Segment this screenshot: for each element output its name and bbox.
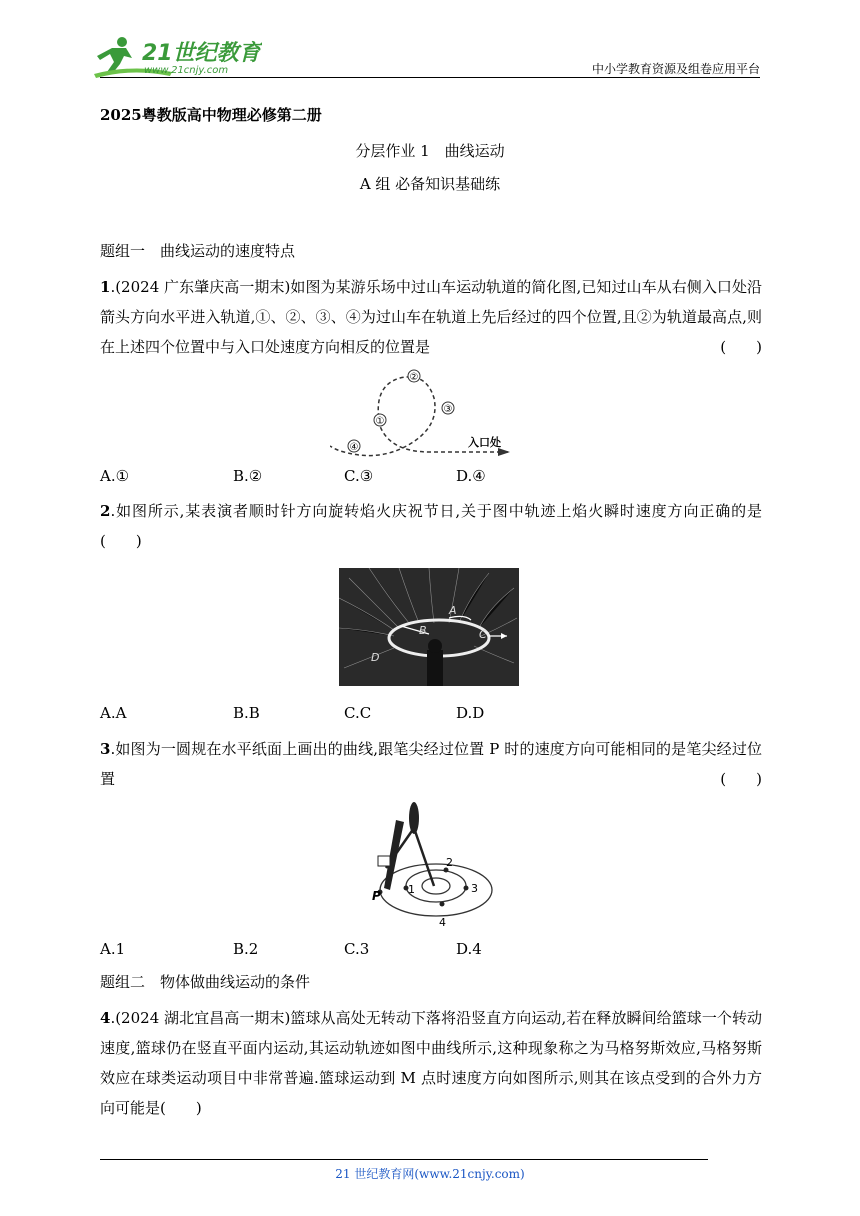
firework-photo xyxy=(339,568,519,686)
question-3 xyxy=(100,734,762,794)
section-title: 题组二 物体做曲线运动的条件 xyxy=(100,973,311,991)
option-c[interactable]: C.C xyxy=(344,704,372,722)
question-text: .(2024 广东肇庆高一期末)如图为某游乐场中过山车运动轨道的简化图,已知过山车从右侧入口处沿箭头方向水平进入轨道,①、②、③、④为过山车在轨道上先后经过的四个位置,且②为轨道最高点,则在上述四个位置中与入口处速度方向相反的位置是 xyxy=(100,278,762,356)
entrance-label: 入口处 xyxy=(468,436,501,449)
roller-coaster-figure xyxy=(330,366,520,462)
position-label: 1 xyxy=(408,883,415,896)
option-a[interactable]: A.① xyxy=(100,467,130,485)
option-d[interactable]: D.④ xyxy=(456,467,486,485)
site-logo xyxy=(92,34,262,82)
answer-paren: ( ) xyxy=(720,770,762,788)
position-label: P xyxy=(372,889,381,903)
question-4 xyxy=(100,1003,762,1123)
answer-paren: ( ) xyxy=(720,338,762,356)
option-b[interactable]: B.B xyxy=(233,704,260,722)
inner-curve xyxy=(422,878,450,894)
option-c[interactable]: C.③ xyxy=(344,467,374,485)
question-text: .如图为一圆规在水平纸面上画出的曲线,跟笔尖经过位置 P 时的速度方向可能相同的是笔尖经过位置 xyxy=(100,740,762,788)
option-d[interactable]: D.4 xyxy=(456,940,482,958)
logo-text: 21世纪教育 xyxy=(142,41,261,66)
pencil-icon xyxy=(384,820,404,890)
point-label: C xyxy=(479,628,487,641)
question-number: 4 xyxy=(100,1009,111,1027)
assignment-title: 分层作业 1 曲线运动 xyxy=(355,142,505,160)
option-b[interactable]: B.2 xyxy=(233,940,259,958)
header-divider xyxy=(100,77,760,78)
option-d[interactable]: D.D xyxy=(456,704,485,722)
footer-link[interactable]: 21 世纪教育网(www.21cnjy.com) xyxy=(335,1167,525,1181)
position-label: ② xyxy=(409,372,419,383)
option-a[interactable]: A.A xyxy=(100,704,127,722)
platform-name: 中小学教育资源及组卷应用平台 xyxy=(591,62,760,76)
position-label: ④ xyxy=(349,442,359,453)
section-title: 题组一 曲线运动的速度特点 xyxy=(100,242,296,260)
position-label: 2 xyxy=(446,856,453,869)
question-1 xyxy=(100,272,762,362)
point-label: B xyxy=(419,624,427,637)
option-a[interactable]: A.1 xyxy=(100,940,126,958)
question-number: 3 xyxy=(100,740,111,758)
option-c[interactable]: C.3 xyxy=(344,940,370,958)
logo-url: www.21cnjy.com xyxy=(144,65,229,76)
entry-arrow-icon xyxy=(498,448,510,456)
question-2 xyxy=(100,496,762,556)
position-label: 3 xyxy=(471,882,478,895)
question-number: 2 xyxy=(100,502,111,520)
position-label: ① xyxy=(375,416,385,427)
option-b[interactable]: B.② xyxy=(233,467,263,485)
point-label: D xyxy=(371,651,380,664)
question-number: 1 xyxy=(100,278,111,296)
position-label: 4 xyxy=(439,916,446,929)
book-title: 2025粤教版高中物理必修第二册 xyxy=(100,106,322,124)
group-title: A 组 必备知识基础练 xyxy=(359,175,501,193)
question-text: .(2024 湖北宜昌高一期末)篮球从高处无转动下落将沿竖直方向运动,若在释放瞬间给篮球一个转动速度,篮球仍在竖直平面内运动,其运动轨迹如图中曲线所示,这种现象称之为马格努斯效应,马格努斯效应在球类运动项目中非常普遍.篮球运动到 M 点时速度方向如图所示,则其在该点受到的合外力方向可能是( ) xyxy=(100,1009,762,1117)
middle-curve xyxy=(406,870,466,902)
position-label: ③ xyxy=(443,404,453,415)
footer-divider xyxy=(100,1159,708,1160)
point-label: A xyxy=(449,604,457,617)
compass-figure xyxy=(370,798,510,930)
runner-logo-icon xyxy=(92,34,262,78)
question-text: .如图所示,某表演者顺时针方向旋转焰火庆祝节日,关于图中轨迹上焰火瞬时速度方向正确的是( ) xyxy=(100,502,762,550)
